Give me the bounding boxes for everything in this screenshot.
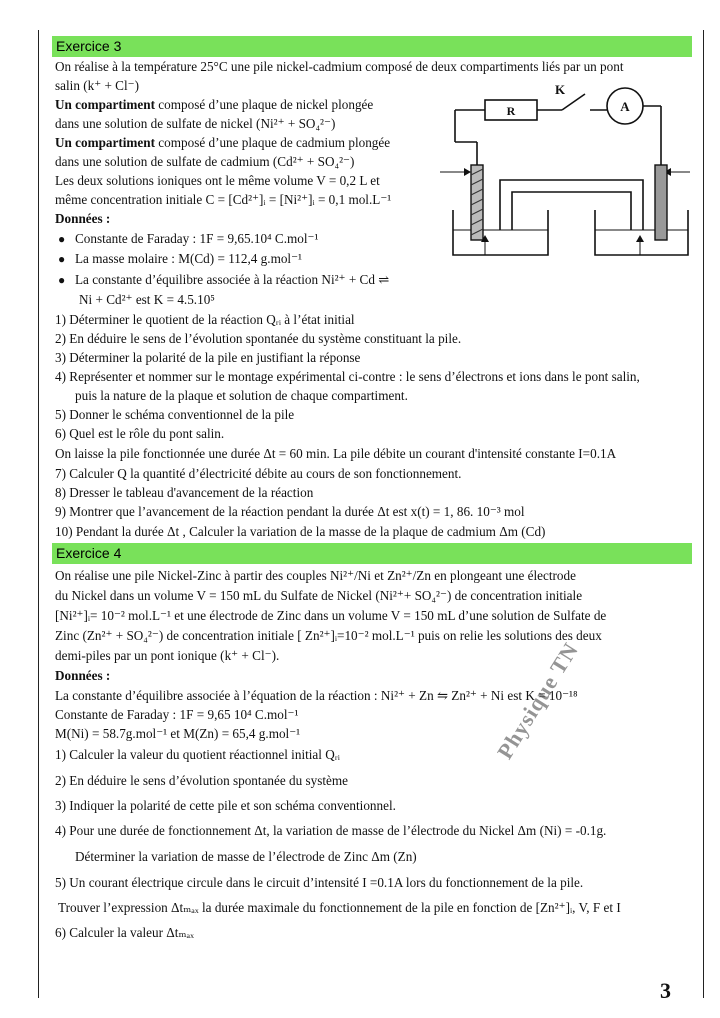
- ammeter-label: A: [620, 99, 630, 114]
- exercise-3-header: Exercice 3: [52, 36, 692, 57]
- ex3-question-7: 7) Calculer Q la quantité d’électricité débite au cours de son fonctionnement.: [55, 466, 462, 481]
- ex3-compartment-2-label: Un compartiment: [55, 135, 155, 150]
- resistor-label: R: [506, 104, 516, 118]
- ex4-intro-line1: On réalise une pile Nickel-Zinc à partir des couples Ni²⁺/Ni et Zn²⁺/Zn en plongeant une électrode: [55, 568, 576, 583]
- ex4-question-4: 4) Pour une durée de fonctionnement Δt, la variation de masse de l’électrode du Nickel Δm (Ni) = -0.1g.: [55, 823, 607, 838]
- ex3-intro-line1: On réalise à la température 25°C une pile nickel-cadmium composé de deux compartiments liés par un pont: [55, 59, 624, 74]
- bullet-dot: ●: [58, 273, 66, 287]
- ex3-question-9: 9) Montrer que l’avancement de la réaction pendant la durée Δt est x(t) = 1, 86. 10⁻³ mol: [55, 504, 525, 519]
- cadmium-electrode: [655, 165, 667, 240]
- ex4-equilibrium-constant: La constante d’équilibre associée à l’équation de la réaction : Ni²⁺ + Zn ⇋ Zn²⁺ + Ni est K = 10⁻¹⁸: [55, 688, 578, 703]
- ex4-intro-line4: Zinc (Zn²⁺ + SO₄²⁻) de concentration initiale [ Zn²⁺]ᵢ=10⁻² mol.L⁻¹ puis on relie les solutions des deux: [55, 628, 602, 643]
- ex3-question-1: 1) Déterminer le quotient de la réaction Qᵣᵢ à l’état initial: [55, 312, 355, 327]
- ex3-question-10: 10) Pendant la durée Δt , Calculer la variation de la masse de la plaque de cadmium Δm (Cd): [55, 524, 546, 539]
- bullet-dot: ●: [58, 232, 66, 246]
- ex3-solution-cadmium: dans une solution de sulfate de cadmium (Cd²⁺ + SO₄²⁻): [55, 154, 355, 169]
- ex3-question-3: 3) Déterminer la polarité de la pile en justifiant la réponse: [55, 350, 361, 365]
- ex4-intro-line5: demi-piles par un pont ionique (k⁺ + Cl⁻).: [55, 648, 280, 663]
- ex3-compartment-1-text: composé d’une plaque de nickel plongée: [155, 97, 374, 112]
- ex3-concentration: même concentration initiale C = [Cd²⁺]ᵢ = [Ni²⁺]ᵢ = 0,1 mol.L⁻¹: [55, 192, 392, 207]
- ex4-question-3: 3) Indiquer la polarité de cette pile et son schéma conventionnel.: [55, 798, 396, 813]
- ex3-faraday: Constante de Faraday : 1F = 9,65.10⁴ C.mol⁻¹: [75, 231, 319, 246]
- ex3-question-2: 2) En déduire le sens de l’évolution spontanée du système constituant la pile.: [55, 331, 462, 346]
- ex4-question-1: 1) Calculer la valeur du quotient réactionnel initial Qᵣᵢ: [55, 747, 340, 762]
- switch-label: K: [555, 82, 566, 97]
- ex3-donnees: Données :: [55, 211, 111, 226]
- ex3-equilibrium-constant: La constante d’équilibre associée à la réaction Ni²⁺ + Cd ⇌: [75, 272, 390, 287]
- ex4-intro-line2: du Nickel dans un volume V = 150 mL du Sulfate de Nickel (Ni²⁺+ SO₄²⁻) de concentration initiale: [55, 588, 583, 603]
- ex3-compartment-1: [55, 96, 373, 114]
- ex3-question-4: 4) Représenter et nommer sur le montage expérimental ci-contre : le sens d’électrons et ions dans le pont salin,: [55, 369, 640, 384]
- ex3-duration-statement: On laisse la pile fonctionnée une durée Δt = 60 min. La pile débite un courant d'intensité constante I=0.1A: [55, 446, 617, 461]
- ex4-question-5: 5) Un courant électrique circule dans le circuit d’intensité I =0.1A lors du fonctionnement de la pile.: [55, 875, 584, 890]
- ex3-solution-nickel: dans une solution de sulfate de nickel (Ni²⁺ + SO₄²⁻): [55, 116, 336, 131]
- ex3-question-8: 8) Dresser le tableau d'avancement de la réaction: [55, 485, 314, 500]
- ex3-equilibrium-constant-cont: Ni + Cd²⁺ est K = 4.5.10⁵: [79, 292, 215, 307]
- ex4-question-4-cont: Déterminer la variation de masse de l’électrode de Zinc Δm (Zn): [75, 849, 417, 864]
- ex3-intro-line2: salin (k⁺ + Cl⁻): [55, 78, 139, 93]
- ex3-compartment-2: [55, 134, 390, 152]
- ex4-intro-line3: [Ni²⁺]ᵢ= 10⁻² mol.L⁻¹ et une électrode de Zinc dans un volume V = 150 mL d’une solution de Sulfate de: [55, 608, 607, 623]
- bullet-dot: ●: [58, 252, 66, 266]
- exercise-4-header: Exercice 4: [52, 543, 692, 564]
- ex3-question-6: 6) Quel est le rôle du pont salin.: [55, 426, 225, 441]
- ex4-question-2: 2) En déduire le sens d’évolution spontanée du système: [55, 773, 348, 788]
- ex4-question-6: 6) Calculer la valeur Δtₘₐₓ: [55, 925, 194, 940]
- ex4-question-5-cont: Trouver l’expression Δtₘₐₓ la durée maximale du fonctionnement de la pile en fonction de [Zn²⁺]ᵢ, V, F et I: [58, 900, 621, 915]
- electrochemical-cell-diagram: [440, 80, 690, 280]
- ex3-compartment-1-label: Un compartiment: [55, 97, 155, 112]
- ex3-question-4-cont: puis la nature de la plaque et solution de chaque compartiment.: [75, 388, 408, 403]
- ex4-molar-masses: M(Ni) = 58.7g.mol⁻¹ et M(Zn) = 65,4 g.mol⁻¹: [55, 726, 301, 741]
- ex3-volume: Les deux solutions ioniques ont le même volume V = 0,2 L et: [55, 173, 380, 188]
- ex4-donnees: Données :: [55, 668, 111, 683]
- ex3-compartment-2-text: composé d’une plaque de cadmium plongée: [155, 135, 391, 150]
- ex3-question-5: 5) Donner le schéma conventionnel de la pile: [55, 407, 295, 422]
- page-number: 3: [660, 978, 671, 1003]
- ex3-molar-mass: La masse molaire : M(Cd) = 112,4 g.mol⁻¹: [75, 251, 302, 266]
- watermark: Physique TN: [492, 637, 584, 764]
- ex4-faraday: Constante de Faraday : 1F = 9,65 10⁴ C.mol⁻¹: [55, 707, 299, 722]
